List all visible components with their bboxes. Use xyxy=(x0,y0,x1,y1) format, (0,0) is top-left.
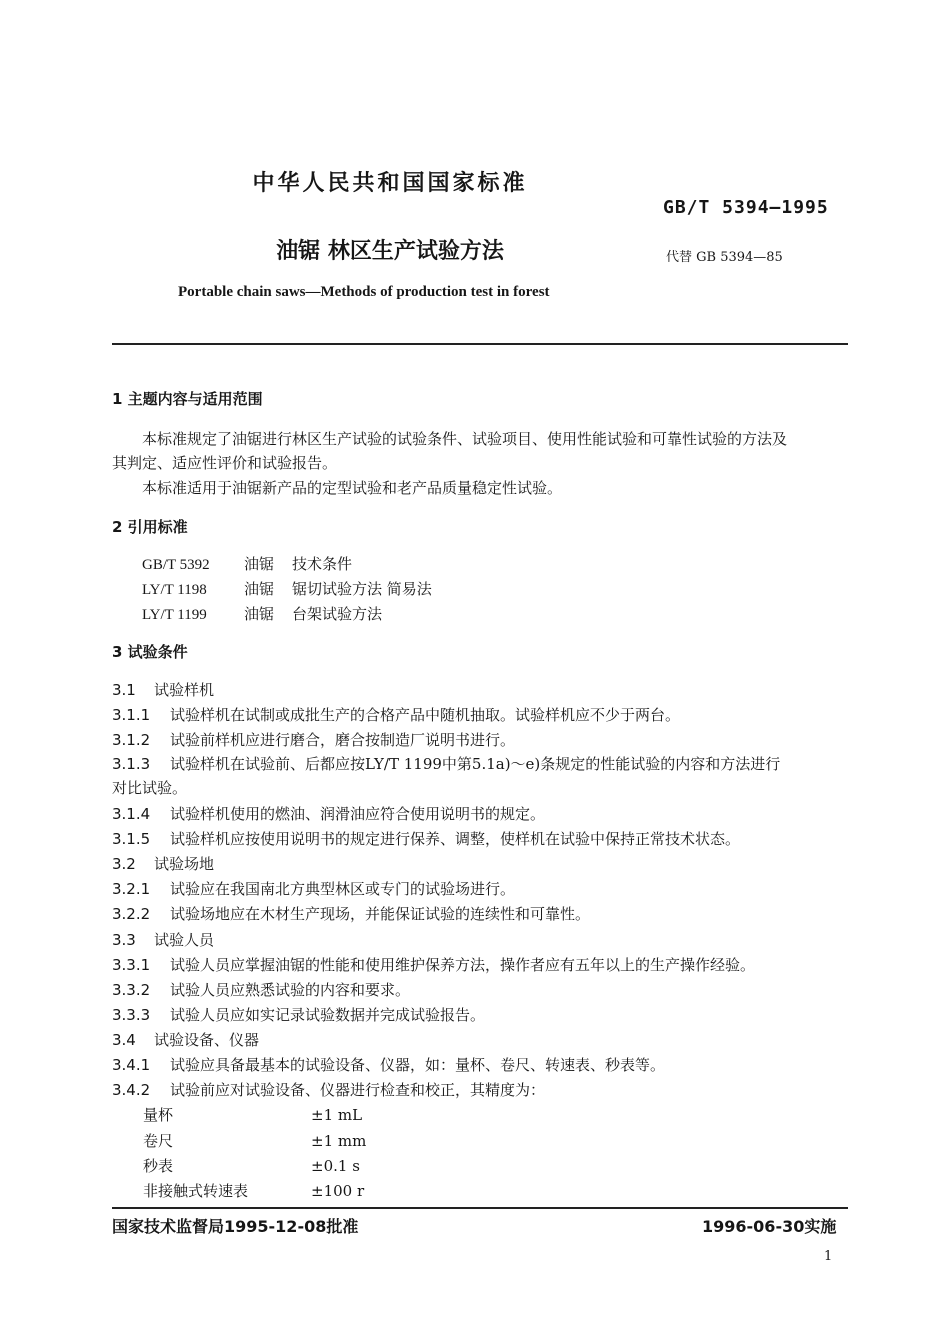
precision-row xyxy=(143,1130,366,1151)
effective-date: 1996-06-30实施 xyxy=(702,1217,837,1236)
clause-number: 3.3.3 xyxy=(112,1006,151,1024)
document-title-cn: 油锯 林区生产试验方法 xyxy=(276,239,504,264)
clause-3-2-2 xyxy=(112,903,590,924)
clause-number: 3.4.2 xyxy=(112,1081,151,1099)
clause-text: 试验人员应熟悉试验的内容和要求。 xyxy=(170,981,411,999)
page-number: 1 xyxy=(824,1249,833,1264)
instrument-precision: ±100 r xyxy=(311,1182,365,1200)
clause-3-3-3 xyxy=(112,1004,485,1025)
clause-number: 3.2 xyxy=(112,855,136,873)
clause-number: 3.3 xyxy=(112,931,136,949)
section-1-heading: 1 主题内容与适用范围 xyxy=(112,390,263,408)
clause-number: 3.1.3 xyxy=(112,755,151,773)
clause-text: 试验前样机应进行磨合，磨合按制造厂说明书进行。 xyxy=(170,731,516,749)
clause-3-1-5 xyxy=(112,828,740,849)
clause-number: 3.3.1 xyxy=(112,956,151,974)
replaces-standard: 代替 GB 5394—85 xyxy=(666,250,783,265)
reference-product: 油锯 xyxy=(244,580,275,598)
clause-number: 3.2.1 xyxy=(112,880,151,898)
instrument-name: 非接触式转速表 xyxy=(143,1182,249,1200)
instrument-name: 秒表 xyxy=(143,1157,174,1175)
section-3-heading: 3 试验条件 xyxy=(112,643,188,661)
standard-number: GB/T 5394—1995 xyxy=(663,197,829,218)
reference-title: 锯切试验方法 简易法 xyxy=(292,580,432,598)
footer-divider xyxy=(112,1207,848,1209)
clause-3-3-1 xyxy=(112,954,755,975)
clause-number: 3.1.4 xyxy=(112,805,151,823)
reference-title: 技术条件 xyxy=(292,555,353,573)
clause-3-1-3 xyxy=(112,753,780,774)
instrument-precision: ±1 mm xyxy=(311,1132,367,1150)
precision-row xyxy=(143,1180,364,1201)
clause-3-1 xyxy=(112,679,214,700)
clause-text: 试验应在我国南北方典型林区或专门的试验场进行。 xyxy=(170,880,516,898)
clause-number: 3.4.1 xyxy=(112,1056,151,1074)
instrument-precision: ±1 mL xyxy=(311,1106,363,1124)
clause-number: 3.2.2 xyxy=(112,905,151,923)
reference-code: GB/T 5392 xyxy=(142,557,210,573)
clause-text: 试验样机使用的燃油、润滑油应符合使用说明书的规定。 xyxy=(170,805,546,823)
reference-item xyxy=(142,603,382,624)
clause-number: 3.1.5 xyxy=(112,830,151,848)
clause-text: 试验场地 xyxy=(154,855,215,873)
clause-text: 试验场地应在木材生产现场，并能保证试验的连续性和可靠性。 xyxy=(170,905,591,923)
national-standard-title: 中华人民共和国国家标准 xyxy=(252,171,528,196)
clause-3-1-3-continued: 对比试验。 xyxy=(112,779,188,797)
instrument-name: 卷尺 xyxy=(143,1132,174,1150)
reference-code: LY/T 1198 xyxy=(142,582,207,598)
reference-item xyxy=(142,553,352,574)
clause-3-4-2 xyxy=(112,1079,545,1100)
clause-text: 试验样机在试制或成批生产的合格产品中随机抽取。试验样机应不少于两台。 xyxy=(170,706,681,724)
section-1-para-1-line-2: 其判定、适应性评价和试验报告。 xyxy=(112,454,338,472)
clause-3-4-1 xyxy=(112,1054,665,1075)
section-1-para-2: 本标准适用于油锯新产品的定型试验和老产品质量稳定性试验。 xyxy=(142,479,563,497)
clause-3-2-1 xyxy=(112,878,515,899)
clause-text: 试验应具备最基本的试验设备、仪器，如：量杯、卷尺、转速表、秒表等。 xyxy=(170,1056,666,1074)
reference-product: 油锯 xyxy=(244,555,275,573)
precision-row xyxy=(143,1104,362,1125)
reference-code: LY/T 1199 xyxy=(142,607,207,623)
clause-text: 试验人员应掌握油锯的性能和使用维护保养方法，操作者应有五年以上的生产操作经验。 xyxy=(170,956,756,974)
reference-product: 油锯 xyxy=(244,605,275,623)
clause-3-3 xyxy=(112,929,214,950)
clause-number: 3.1.2 xyxy=(112,731,151,749)
precision-row xyxy=(143,1155,360,1176)
reference-item xyxy=(142,578,432,599)
section-2-heading: 2 引用标准 xyxy=(112,518,188,536)
instrument-precision: ±0.1 s xyxy=(311,1157,360,1175)
clause-3-3-2 xyxy=(112,979,410,1000)
clause-text: 试验设备、仪器 xyxy=(154,1031,260,1049)
clause-3-1-1 xyxy=(112,704,680,725)
clause-3-1-4 xyxy=(112,803,545,824)
clause-3-1-2 xyxy=(112,729,515,750)
clause-text: 试验人员 xyxy=(154,931,215,949)
clause-3-2 xyxy=(112,853,214,874)
section-1-para-1-line-1: 本标准规定了油锯进行林区生产试验的试验条件、试验项目、使用性能试验和可靠性试验的方法及 xyxy=(142,430,788,448)
clause-text: 试验前应对试验设备、仪器进行检查和校正，其精度为： xyxy=(170,1081,546,1099)
clause-text: 试验样机在试验前、后都应按LY/T 1199中第5.1a)～e)条规定的性能试验的内容和方法进行 xyxy=(170,755,781,773)
clause-number: 3.3.2 xyxy=(112,981,151,999)
document-title-en: Portable chain saws—Methods of production test in forest xyxy=(178,284,550,300)
reference-title: 台架试验方法 xyxy=(292,605,383,623)
clause-text: 试验人员应如实记录试验数据并完成试验报告。 xyxy=(170,1006,486,1024)
header-divider xyxy=(112,343,848,345)
clause-3-4 xyxy=(112,1029,259,1050)
clause-number: 3.1 xyxy=(112,681,136,699)
clause-number: 3.1.1 xyxy=(112,706,151,724)
approval-date: 国家技术监督局1995-12-08批准 xyxy=(112,1217,359,1236)
clause-number: 3.4 xyxy=(112,1031,136,1049)
instrument-name: 量杯 xyxy=(143,1106,174,1124)
clause-text: 试验样机应按使用说明书的规定进行保养、调整，使样机在试验中保持正常技术状态。 xyxy=(170,830,741,848)
clause-text: 试验样机 xyxy=(154,681,215,699)
